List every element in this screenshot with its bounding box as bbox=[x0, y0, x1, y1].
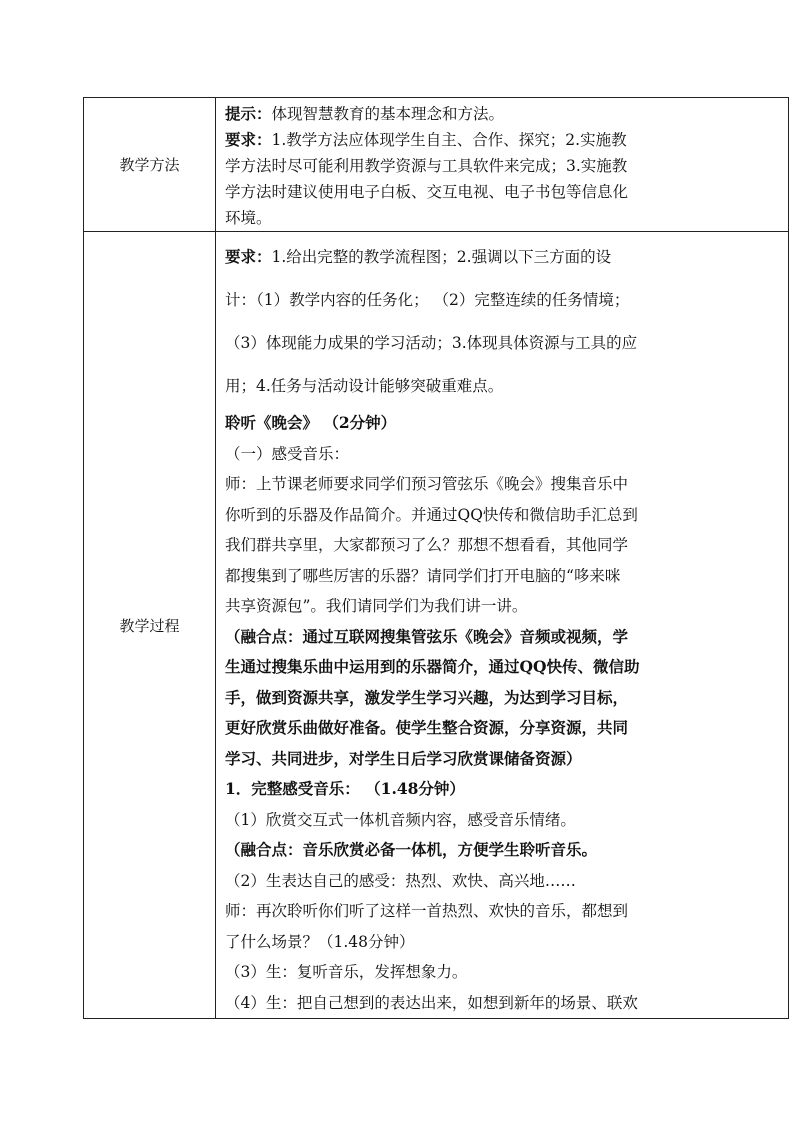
hint-text: 体现智慧教育的基本理念和方法。 bbox=[271, 105, 505, 123]
body-line: 师：上节课老师要求同学们预习管弦乐《晚会》搜集音乐中 bbox=[225, 475, 629, 493]
req-key: 要求： bbox=[225, 130, 272, 149]
integration-note-line: （融合点：通过互联网搜集管弦乐《晚会》音频或视频，学 bbox=[225, 626, 629, 646]
integration-note-line: 更好欣赏乐曲做好准备。使学生整合资源，分享资源，共同 bbox=[225, 718, 629, 737]
process-req-line-1: 要求：1.给出完整的教学流程图；2.强调以下三方面的设 bbox=[225, 247, 612, 266]
body-line: （1）欣赏交互式一体机音频内容，感受音乐情绪。 bbox=[225, 810, 576, 829]
integration-note-line: （融合点：音乐欣赏必备一体机，方便学生聆听音乐。 bbox=[225, 840, 598, 859]
req-line-1: 要求：1.教学方法应体现学生自主、合作、探究；2.实施教 bbox=[225, 130, 627, 149]
body-line: （一）感受音乐： bbox=[225, 444, 350, 463]
integration-note-line: 学习、共同进步，对学生日后学习欣赏课储备资源） bbox=[225, 748, 582, 768]
body-line: 师：再次聆听你们听了这样一首热烈、欢快的音乐，都想到 bbox=[225, 902, 629, 920]
process-req-line-3: （3）体现能力成果的学习活动；3.体现具体资源与工具的应 bbox=[225, 334, 638, 352]
row-teaching-process bbox=[84, 232, 789, 1019]
body-line: 了什么场景？（1.48分钟） bbox=[225, 932, 415, 951]
process-requirements bbox=[225, 235, 780, 408]
body-line: （2）生表达自己的感受：热烈、欢快、高兴地…… bbox=[225, 871, 576, 890]
req-line-2: 学方法时尽可能利用教学资源与工具软件来完成；3.实施教 bbox=[225, 157, 628, 175]
label-teaching-method: 教学方法 bbox=[84, 98, 216, 232]
process-body bbox=[225, 408, 780, 1018]
cell-teaching-method bbox=[216, 98, 789, 232]
hint-line bbox=[225, 101, 780, 127]
body-line: （4）生：把自己想到的表达出来，如想到新年的场景、联欢 bbox=[225, 993, 638, 1012]
hint-key: 提示： bbox=[225, 104, 272, 123]
cell-teaching-process bbox=[216, 232, 789, 1019]
req-line-4: 环境。 bbox=[225, 209, 272, 227]
process-req-line-2: 计：（1）教学内容的任务化； （2）完整连续的任务情境； bbox=[225, 291, 630, 309]
process-req-key: 要求： bbox=[225, 247, 272, 266]
body-line: 我们群共享里，大家都预习了么？那想不想看看，其他同学 bbox=[225, 536, 629, 554]
body-line: （3）生：复听音乐，发挥想象力。 bbox=[225, 963, 468, 981]
row-teaching-method bbox=[84, 98, 789, 232]
req-line-3: 学方法时建议使用电子白板、交互电视、电子书包等信息化 bbox=[225, 183, 629, 201]
section-heading: 聆听《晚会》 （2分钟） bbox=[225, 413, 397, 432]
integration-note-line: 手，做到资源共享，激发学生学习兴趣，为达到学习目标， bbox=[225, 687, 629, 707]
process-req-line-4: 用；4.任务与活动设计能够突破重难点。 bbox=[225, 377, 504, 395]
body-line: 你听到的乐器及作品简介。并通过QQ快传和微信助手汇总到 bbox=[225, 505, 638, 524]
body-line: 都搜集到了哪些厉害的乐器？请同学们打开电脑的“哆来咪 bbox=[225, 566, 621, 585]
body-line: 共享资源包”。我们请同学们为我们讲一讲。 bbox=[225, 597, 528, 615]
integration-note-line: 生通过搜集乐曲中运用到的乐器简介，通过QQ快传、微信助 bbox=[225, 657, 640, 676]
subsection-heading: 1．完整感受音乐： （1.48分钟） bbox=[225, 779, 465, 798]
lesson-plan-table bbox=[83, 97, 789, 1019]
label-teaching-process: 教学过程 bbox=[84, 232, 216, 1019]
